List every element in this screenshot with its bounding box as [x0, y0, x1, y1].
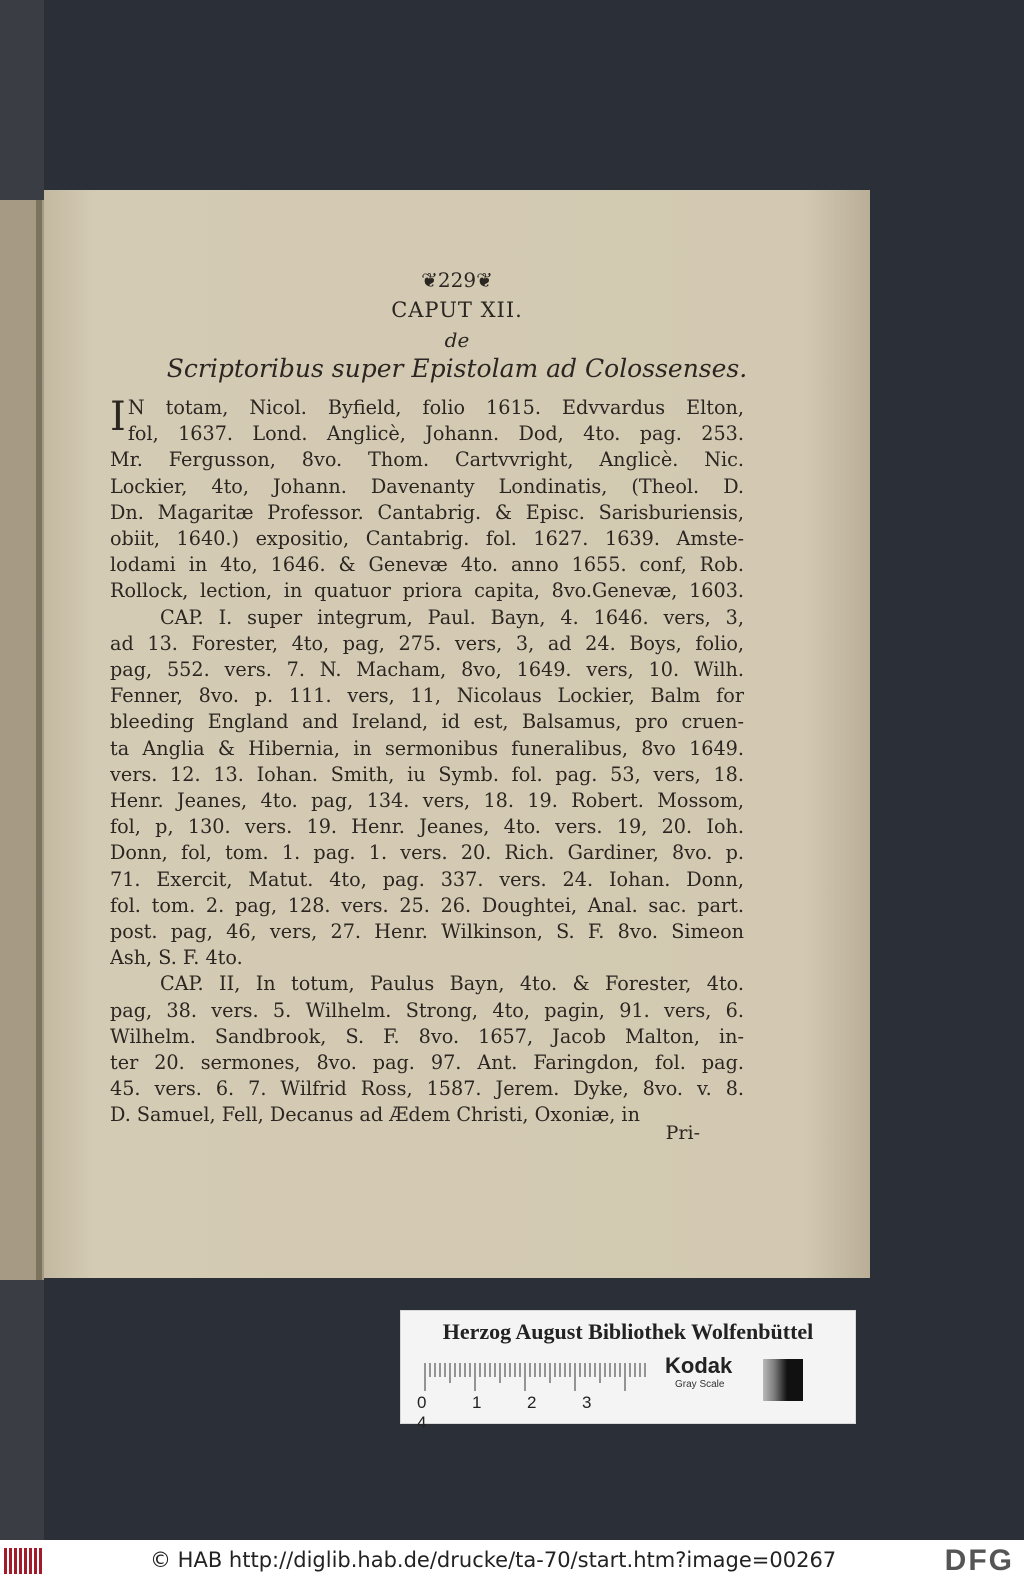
text-line: Fenner, 8vo. p. 111. vers, 11, Nicolaus Lockier, Balm for	[110, 684, 744, 708]
chapter-heading: CAPUT XII.	[391, 298, 523, 322]
text-line: lodami in 4to, 1646. & Genevæ 4to. anno 1655. conf, Rob.	[110, 553, 744, 577]
text-line: ad 13. Forester, 4to, pag, 275. vers, 3, ad 24. Boys, folio,	[110, 631, 744, 655]
text-line: ter 20. sermones, 8vo. pag. 97. Ant. Faringdon, fol. pag.	[110, 1051, 744, 1075]
text-line: Rollock, lection, in quatuor priora capita, 8vo.Genevæ, 1603.	[110, 579, 744, 603]
chapter-subtitle: Scriptoribus super Epistolam ad Colossenses.	[166, 354, 748, 383]
text-line: pag, 38. vers. 5. Wilhelm. Strong, 4to, pagin, 91. vers, 6.	[110, 998, 744, 1022]
library-label	[400, 1310, 856, 1432]
library-name: Herzog August Bibliothek Wolfenbüttel	[442, 1319, 814, 1344]
page-body	[110, 395, 744, 1129]
text-line: Wilhelm. Sandbrook, S. F. 8vo. 1657, Jacob Malton, in-	[110, 1024, 744, 1048]
ruler-number: 0	[417, 1393, 427, 1412]
dfg-logo: DFG	[944, 1544, 1014, 1577]
book-page	[44, 190, 870, 1278]
text-line: Lockier, 4to, Johann. Davenanty Londinatis, (Theol. D.	[110, 474, 744, 498]
page-fold	[36, 200, 42, 1280]
text-line: Donn, fol, tom. 1. pag. 1. vers. 20. Rich. Gardiner, 8vo. p.	[110, 841, 744, 865]
footer-copyright: © HAB http://diglib.hab.de/drucke/ta-70/start.htm?image=00267	[150, 1548, 837, 1572]
text-line: vers. 12. 13. Iohan. Smith, iu Symb. fol. pag. 53, vers, 18.	[110, 762, 744, 786]
drop-cap: I	[110, 394, 126, 440]
text-line: pag, 552. vers. 7. N. Macham, 8vo, 1649. vers, 10. Wilh.	[110, 658, 744, 682]
text-line: N totam, Nicol. Byfield, folio 1615. Edvvardus Elton,	[127, 396, 744, 419]
text-line: fol. tom. 2. pag, 128. vers. 25. 26. Doughtei, Anal. sac. part.	[110, 893, 744, 917]
ruler-number: 4	[417, 1413, 427, 1432]
text-line: 45. vers. 6. 7. Wilfrid Ross, 1587. Jerem. Dyke, 8vo. v. 8.	[110, 1077, 744, 1101]
text-line: bleeding England and Ireland, id est, Balsamus, pro cruen-	[110, 710, 744, 734]
text-line: Dn. Magaritæ Professor. Cantabrig. & Episc. Sarisburiensis,	[110, 500, 744, 524]
ruler-number: 2	[527, 1393, 537, 1412]
text-line: CAP. II, In totum, Paulus Bayn, 4to. & Forester, 4to.	[160, 972, 744, 996]
kodak-logo: Kodak	[665, 1353, 733, 1378]
text-line: ta Anglia & Hibernia, in sermonibus funeralibus, 8vo 1649.	[110, 736, 744, 760]
text-line: obiit, 1640.) expositio, Cantabrig. fol. 1627. 1639. Amste-	[110, 527, 744, 551]
text-line: Henr. Jeanes, 4to. pag, 134. vers, 18. 19. Robert. Mossom,	[110, 789, 744, 813]
hab-logo-icon	[4, 1548, 44, 1574]
text-line: CAP. I. super integrum, Paul. Bayn, 4. 1646. vers, 3,	[160, 605, 744, 629]
ruler-number: 1	[472, 1393, 482, 1412]
ruler-icon	[423, 1363, 648, 1391]
text-line: 71. Exercit, Matut. 4to, pag. 337. vers. 24. Iohan. Donn,	[110, 867, 744, 891]
ruler-numbers	[417, 1393, 657, 1433]
chapter-de: de	[444, 328, 470, 352]
catchword: Pri-	[665, 1122, 700, 1144]
text-line: post. pag, 46, vers, 27. Henr. Wilkinson, S. F. 8vo. Simeon	[110, 920, 744, 944]
footer-bar	[0, 1540, 1024, 1582]
text-line: fol, 1637. Lond. Anglicè, Johann. Dod, 4to. pag. 253.	[127, 422, 744, 446]
page-number: ❦229❦	[421, 268, 493, 292]
text-line: D. Samuel, Fell, Decanus ad Ædem Christi, Oxoniæ, in	[110, 1103, 640, 1127]
ruler-number: 3	[582, 1393, 592, 1412]
text-line: Ash, S. F. 4to.	[110, 946, 243, 970]
gray-scale-label: Gray Scale	[675, 1379, 725, 1390]
text-line: Mr. Fergusson, 8vo. Thom. Cartvvright, Anglicè. Nic.	[110, 448, 744, 472]
text-line: fol, p, 130. vers. 19. Henr. Jeanes, 4to. vers. 19, 20. Ioh.	[110, 815, 744, 839]
gray-scale-swatch	[763, 1359, 803, 1401]
